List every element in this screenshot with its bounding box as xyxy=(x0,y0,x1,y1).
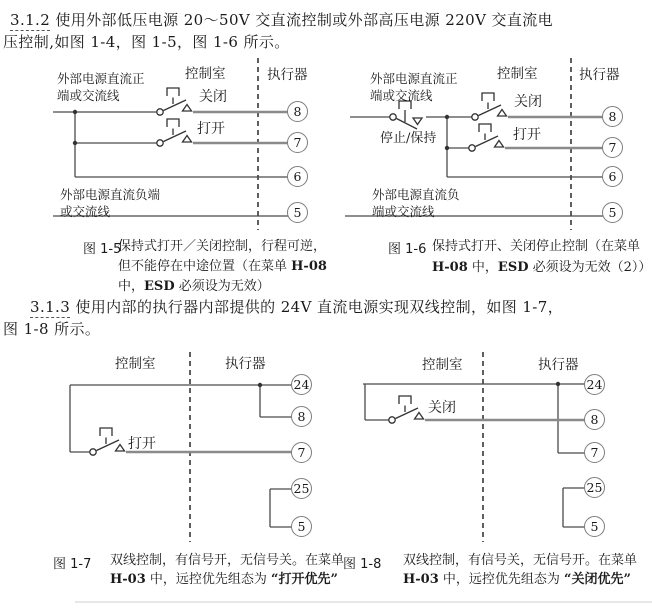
d15-power-neg-label-line1: 外部电源直流负端 xyxy=(60,187,161,202)
paragraph-312-line1 xyxy=(10,10,553,30)
section-number-312: 3.1.2 xyxy=(10,11,51,29)
paragraph-312-line2: 压控制,如图 1-4，图 1-5，图 1-6 所示。 xyxy=(3,33,290,51)
d17-terminal-24: 24 xyxy=(291,374,312,395)
section-number-313: 3.1.3 xyxy=(30,298,71,316)
d16-terminal-7: 7 xyxy=(602,137,623,158)
d17-control-room-label: 控制室 xyxy=(115,356,156,372)
fig-1-5-caption-line3-end: 必须设为无效） xyxy=(174,279,270,294)
fig-1-8-caption-line2-text: 中，远控优先组态为 xyxy=(438,572,565,587)
fig-1-5-caption-line3-text: 中， xyxy=(118,279,145,294)
d18-terminal-25: 25 xyxy=(584,477,605,498)
pushbutton-open-switch-d15 xyxy=(157,119,192,146)
fig-1-7-caption-priority-text: “打开优先” xyxy=(271,572,339,587)
d17-terminal-7: 7 xyxy=(291,442,312,463)
fig-1-8-caption-line1: 双线控制，有信号关，无信号开。在菜单 xyxy=(403,553,638,568)
d18-close-switch-label: 关闭 xyxy=(428,400,456,416)
fig-1-5-caption-line2 xyxy=(118,258,327,276)
paragraph-312-text: 使用外部低压电源 20～50V 交直流控制或外部高压电源 220V 交直流电 xyxy=(50,11,554,29)
d16-close-switch-label: 关闭 xyxy=(514,94,542,110)
pushbutton-close-switch-d16 xyxy=(472,93,507,120)
fig-1-6-caption-line2-end: 必须设为无效（2）） xyxy=(528,260,652,275)
pushbutton-stop-hold-switch-d16 xyxy=(390,101,422,129)
d18-terminal-8: 8 xyxy=(584,409,605,430)
fig-1-6-caption-menu-code: H-08 xyxy=(432,260,468,275)
d16-control-room-label: 控制室 xyxy=(497,66,538,82)
d15-terminal-7: 7 xyxy=(287,132,308,153)
d15-power-neg-label-line2: 或交流线 xyxy=(60,204,111,219)
d16-power-neg-label-line1: 外部电源直流负 xyxy=(372,187,460,202)
d17-terminal-5: 5 xyxy=(291,516,312,537)
d18-actuator-label: 执行器 xyxy=(538,357,579,373)
d15-terminal-5: 5 xyxy=(287,202,308,223)
fig-1-8-caption-menu-code: H-03 xyxy=(403,572,439,587)
pushbutton-open-switch-d17 xyxy=(90,428,125,455)
pushbutton-close-switch-d15 xyxy=(157,88,192,115)
d18-control-room-label: 控制室 xyxy=(422,357,463,373)
d17-terminal-8: 8 xyxy=(291,406,312,427)
fig-1-8-caption-line2 xyxy=(403,571,631,589)
d16-terminal-8: 8 xyxy=(602,106,623,127)
fig-1-7-caption-line1: 双线控制，有信号开，无信号关。在菜单 xyxy=(110,553,345,568)
fig-1-6-label: 图 1-6 xyxy=(388,242,427,257)
d17-terminal-25: 25 xyxy=(291,478,312,499)
paragraph-313-text: 使用内部的执行器内部提供的 24V 直流电源实现双线控制，如图 1-7， xyxy=(70,298,564,316)
fig-1-5-caption-line1: 保持式打开／关闭控制，行程可逆， xyxy=(118,239,327,254)
paragraph-313-line1 xyxy=(30,297,563,317)
d18-terminal-24: 24 xyxy=(584,374,605,395)
fig-1-8-label: 图 1-8 xyxy=(343,557,382,572)
d18-terminal-7: 7 xyxy=(584,442,605,463)
d16-power-pos-label-line2: 端或交流线 xyxy=(370,88,433,103)
fig-1-7-caption-line2-text: 中，远控优先组态为 xyxy=(145,572,272,587)
fig-1-5-caption-line2-text: 但不能停在中途位置（在菜单 xyxy=(118,259,292,274)
pushbutton-close-switch-d18 xyxy=(389,396,424,423)
d15-power-pos-label-line2: 端或交流线 xyxy=(57,88,120,103)
d15-close-switch-label: 关闭 xyxy=(199,89,227,105)
d17-open-switch-label: 打开 xyxy=(128,436,156,452)
fig-1-8-caption-priority-text: “关闭优先” xyxy=(564,572,632,587)
fig-1-6-caption-line2 xyxy=(432,259,651,277)
paragraph-313-line2: 图 1-8 所示。 xyxy=(3,320,101,338)
fig-1-6-caption-line1: 保持式打开、关闭停止控制（在菜单 xyxy=(432,239,641,254)
pushbutton-open-switch-d16 xyxy=(469,124,504,151)
d16-terminal-6: 6 xyxy=(602,166,623,187)
fig-1-7-caption-menu-code: H-03 xyxy=(110,572,146,587)
d16-power-pos-label-line1: 外部电源直流正 xyxy=(370,71,458,86)
d16-stop-hold-switch-label: 停止/保持 xyxy=(380,131,437,146)
d16-open-switch-label: 打开 xyxy=(513,127,541,143)
d15-terminal-6: 6 xyxy=(287,166,308,187)
d16-terminal-5: 5 xyxy=(602,202,623,223)
fig-1-5-caption-esd-code: ESD xyxy=(144,279,175,294)
wiring-thin xyxy=(53,112,607,527)
d15-open-switch-label: 打开 xyxy=(197,121,225,137)
d16-actuator-label: 执行器 xyxy=(579,67,620,83)
d15-power-pos-label-line1: 外部电源直流正 xyxy=(57,71,145,86)
d15-terminal-8: 8 xyxy=(287,101,308,122)
fig-1-7-label: 图 1-7 xyxy=(53,557,92,572)
d17-actuator-label: 执行器 xyxy=(225,356,266,372)
fig-1-5-label: 图 1-5 xyxy=(83,242,122,257)
d18-terminal-5: 5 xyxy=(584,516,605,537)
fig-1-6-caption-line2-text: 中， xyxy=(467,260,498,275)
fig-1-5-caption-line3 xyxy=(118,278,270,296)
fig-1-5-caption-menu-code: H-08 xyxy=(291,259,327,274)
d15-control-room-label: 控制室 xyxy=(185,66,226,82)
d16-power-neg-label-line2: 端或交流线 xyxy=(372,204,435,219)
fig-1-7-caption-line2 xyxy=(110,571,338,589)
fig-1-6-caption-esd-code: ESD xyxy=(497,260,529,275)
d15-actuator-label: 执行器 xyxy=(267,67,308,83)
